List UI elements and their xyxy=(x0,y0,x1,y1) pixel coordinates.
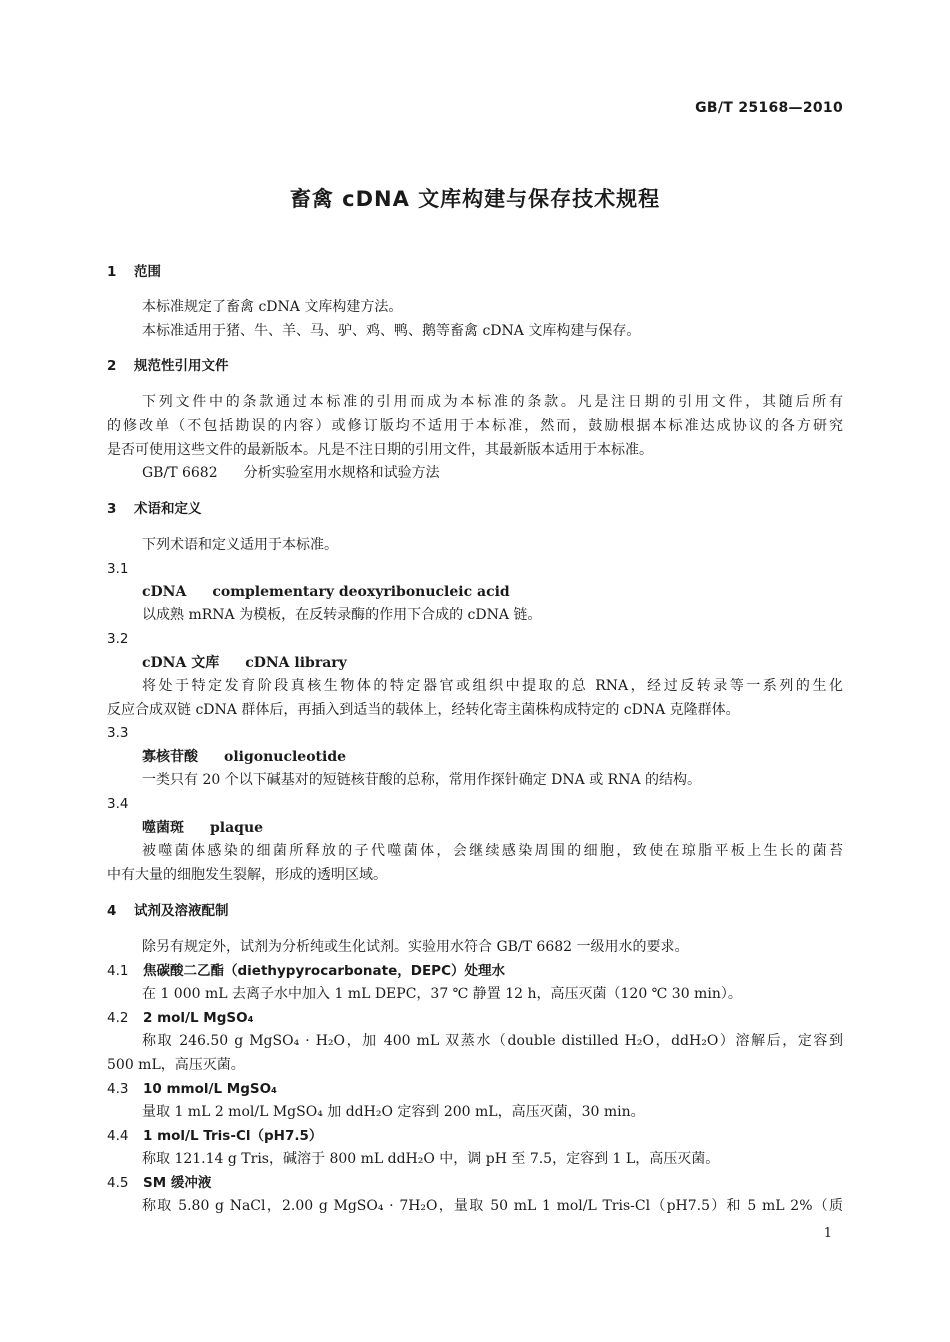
reagent-4-3-heading xyxy=(107,1079,277,1099)
section-4-heading xyxy=(107,901,229,921)
term-zh: 噬菌斑 xyxy=(142,820,184,836)
term-en: plaque xyxy=(210,820,264,836)
section-1-heading xyxy=(107,262,161,282)
section-number: 2 xyxy=(107,358,117,374)
standard-number: GB/T 25168—2010 xyxy=(695,100,843,116)
section-title: 规范性引用文件 xyxy=(134,358,229,374)
scope-paragraph-2: 本标准适用于猪、牛、羊、马、驴、鸡、鸭、鹅等畜禽 cDNA 文库构建与保存。 xyxy=(142,323,641,339)
subsection-title: 2 mol/L MgSO₄ xyxy=(143,1010,254,1026)
scope-paragraph-1: 本标准规定了畜禽 cDNA 文库构建方法。 xyxy=(142,299,403,315)
reference-entry xyxy=(142,463,440,483)
term-zh: 寡核苷酸 xyxy=(142,749,198,765)
term-zh: cDNA xyxy=(142,584,187,600)
term-3-2-definition-line-1: 将处于特定发育阶段真核生物体的特定器官或组织中提取的总 RNA，经过反转录等一系列的生化 xyxy=(142,678,843,694)
section-title: 试剂及溶液配制 xyxy=(134,903,229,919)
document-title: 畜禽 cDNA 文库构建与保存技术规程 xyxy=(289,187,661,211)
section-title: 范围 xyxy=(134,264,161,280)
term-3-3-heading xyxy=(142,747,346,767)
term-3-2-number: 3.2 xyxy=(107,631,129,647)
term-3-4-definition-line-1: 被噬菌体感染的细菌所释放的子代噬菌体，会继续感染周围的细胞，致使在琼脂平板上生长的菌苔 xyxy=(142,843,843,859)
term-3-2-heading xyxy=(142,653,347,673)
section-title: 术语和定义 xyxy=(134,501,202,517)
reagent-4-2-text-line-2: 500 mL，高压灭菌。 xyxy=(107,1057,245,1073)
reference-title: 分析实验室用水规格和试验方法 xyxy=(243,465,440,481)
subsection-title: 1 mol/L Tris-Cl（pH7.5） xyxy=(143,1128,323,1144)
term-en: oligonucleotide xyxy=(224,749,347,765)
term-3-1-number: 3.1 xyxy=(107,561,129,577)
page-number: 1 xyxy=(823,1226,832,1241)
term-3-2-definition-line-2: 反应合成双链 cDNA 群体后，再插入到适当的载体上，经转化寄主菌株构成特定的 cDNA 克隆群体。 xyxy=(107,702,740,718)
subsection-title: SM 缓冲液 xyxy=(143,1175,212,1191)
section-number: 4 xyxy=(107,903,117,919)
refs-paragraph-line-1: 下列文件中的条款通过本标准的引用而成为本标准的条款。凡是注日期的引用文件，其随后所有 xyxy=(142,394,843,410)
subsection-number: 4.4 xyxy=(107,1128,129,1144)
reagent-4-1-heading xyxy=(107,961,505,981)
reagent-4-4-heading xyxy=(107,1126,322,1146)
reagent-4-2-heading xyxy=(107,1008,254,1028)
term-zh: cDNA 文库 xyxy=(142,655,220,671)
subsection-number: 4.5 xyxy=(107,1175,129,1191)
reagent-4-3-text: 量取 1 mL 2 mol/L MgSO₄ 加 ddH₂O 定容到 200 mL，高压灭菌，30 min。 xyxy=(142,1104,645,1120)
subsection-number: 4.1 xyxy=(107,963,129,979)
term-3-4-definition-line-2: 中有大量的细胞发生裂解，形成的透明区域。 xyxy=(107,867,387,883)
section-2-heading xyxy=(107,356,229,376)
reagent-4-4-text: 称取 121.14 g Tris，碱溶于 800 mL ddH₂O 中，调 pH 至 7.5，定容到 1 L，高压灭菌。 xyxy=(142,1151,720,1167)
term-en: cDNA library xyxy=(245,655,347,671)
reagent-4-5-text: 称取 5.80 g NaCl，2.00 g MgSO₄ · 7H₂O，量取 50 mL 1 mol/L Tris-Cl（pH7.5）和 5 mL 2%（质 xyxy=(142,1198,843,1214)
reagent-4-1-text: 在 1 000 mL 去离子水中加入 1 mL DEPC，37 ℃ 静置 12 h，高压灭菌（120 ℃ 30 min）。 xyxy=(142,986,742,1002)
refs-paragraph-line-3: 是否可使用这些文件的最新版本。凡是不注日期的引用文件，其最新版本适用于本标准。 xyxy=(107,442,653,458)
subsection-title: 10 mmol/L MgSO₄ xyxy=(143,1081,277,1097)
reagent-4-5-heading xyxy=(107,1173,211,1193)
term-3-4-number: 3.4 xyxy=(107,796,129,812)
terms-intro: 下列术语和定义适用于本标准。 xyxy=(142,537,338,553)
term-en: complementary deoxyribonucleic acid xyxy=(212,584,510,600)
subsection-number: 4.2 xyxy=(107,1010,129,1026)
reagents-intro: 除另有规定外，试剂为分析纯或生化试剂。实验用水符合 GB/T 6682 一级用水的要求。 xyxy=(142,939,689,955)
subsection-number: 4.3 xyxy=(107,1081,129,1097)
section-number: 3 xyxy=(107,501,117,517)
refs-paragraph-line-2: 的修改单（不包括勘误的内容）或修订版均不适用于本标准，然而，鼓励根据本标准达成协议的各方研究 xyxy=(107,418,843,434)
section-3-heading xyxy=(107,499,202,519)
reagent-4-2-text-line-1: 称取 246.50 g MgSO₄ · H₂O，加 400 mL 双蒸水（double distilled H₂O，ddH₂O）溶解后，定容到 xyxy=(142,1033,843,1049)
term-3-4-heading xyxy=(142,818,263,838)
section-number: 1 xyxy=(107,264,117,280)
term-3-1-heading xyxy=(142,582,510,602)
term-3-3-number: 3.3 xyxy=(107,725,129,741)
subsection-title: 焦碳酸二乙酯（diethypyrocarbonate，DEPC）处理水 xyxy=(143,963,505,979)
term-3-1-definition: 以成熟 mRNA 为模板，在反转录酶的作用下合成的 cDNA 链。 xyxy=(142,607,542,623)
term-3-3-definition: 一类只有 20 个以下碱基对的短链核苷酸的总称，常用作探针确定 DNA 或 RNA 的结构。 xyxy=(142,772,701,788)
reference-code: GB/T 6682 xyxy=(142,465,218,481)
